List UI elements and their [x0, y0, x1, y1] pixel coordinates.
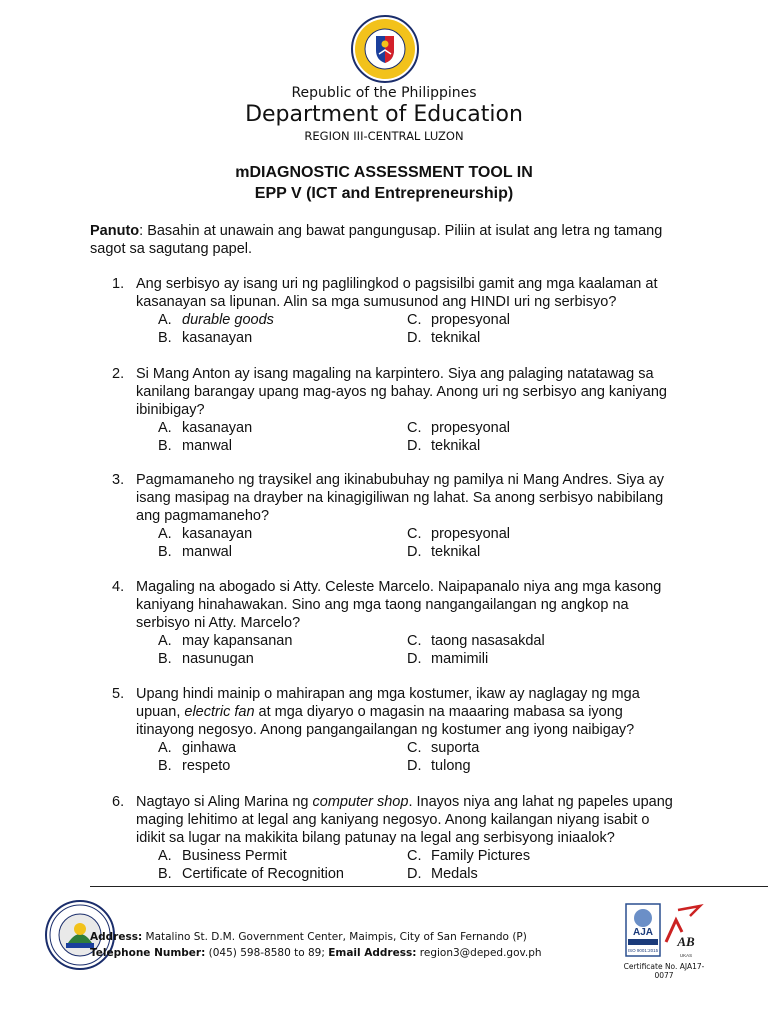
option-a: A. durable goods: [158, 312, 274, 328]
option-a-text: Business Permit: [182, 848, 287, 864]
question-5: [112, 685, 682, 775]
stem-part-a: Nagtayo si Aling Marina ng: [136, 794, 313, 810]
option-d-text: teknikal: [431, 544, 481, 560]
question-3: [112, 471, 682, 561]
stem-part-a: Upang hindi mainip o mahirapan ang mga kostumer, ikaw ay naglagay ng mga upuan,: [136, 686, 640, 720]
address-line: [90, 929, 542, 945]
option-b: B. manwal: [158, 544, 232, 560]
doc-title-line2: EPP V (ICT and Entrepreneurship): [254, 185, 514, 202]
question-1: [112, 275, 682, 347]
option-c: C. propesyonal: [407, 420, 510, 436]
option-b-text: manwal: [182, 544, 232, 560]
option-c: C. propesyonal: [407, 312, 510, 328]
option-c-text: propesyonal: [431, 312, 510, 328]
stem-part-b: . Inayos niya ang lahat ng papeles upang maging lehitimo at legal ang kaniyang negosyo. Anong kailangan niyang isabit o idikit sa lugar na makikita bilang patunay na legal ang serbisyong iniaalok?: [136, 794, 673, 846]
option-d: D. Medals: [407, 866, 478, 882]
option-d: D. tulong: [407, 758, 471, 774]
option-b: B. nasunugan: [158, 651, 254, 667]
question-number: 1.: [112, 276, 125, 292]
option-a: A. kasanayan: [158, 526, 253, 542]
option-b: B. manwal: [158, 438, 232, 454]
option-d: D. teknikal: [407, 330, 481, 346]
option-d: D. teknikal: [407, 544, 481, 560]
option-a: A. Business Permit: [158, 848, 287, 864]
option-c: C. taong nasasakdal: [407, 633, 545, 649]
question-stem: Ang serbisyo ay isang uri ng paglilingkod o pagsisilbi gamit ang mga kaalaman at kasanayan sa lipunan. Alin sa mga sumusunod ang HINDI uri ng serbisyo?: [136, 276, 658, 310]
option-a: A. kasanayan: [158, 420, 253, 436]
options: [112, 525, 682, 561]
phone-label: Telephone Number:: [90, 947, 206, 959]
doc-title-line1: mDIAGNOSTIC ASSESSMENT TOOL IN: [235, 164, 533, 181]
option-a-text: durable goods: [182, 312, 274, 328]
question-number: 3.: [112, 472, 125, 488]
question-number: 4.: [112, 579, 125, 595]
department-name: Department of Education: [245, 102, 523, 127]
phone-line: [90, 945, 542, 961]
option-d-text: teknikal: [431, 438, 481, 454]
address-text: Matalino St. D.M. Government Center, Maimpis, City of San Fernando (P): [142, 931, 527, 943]
certificate-number: Certificate No. AJA17-0077: [623, 962, 705, 980]
question-stem: [136, 685, 682, 739]
deped-seal: [350, 14, 420, 84]
option-b-text: Certificate of Recognition: [182, 866, 344, 882]
question-6: [112, 793, 682, 883]
republic-label: Republic of the Philippines: [291, 85, 477, 101]
phone-text: (045) 598-8580 to 89;: [205, 947, 329, 959]
footer-divider: [90, 886, 768, 887]
region-label: REGION III-CENTRAL LUZON: [304, 129, 464, 143]
option-c-text: propesyonal: [431, 526, 510, 542]
option-b: B. respeto: [158, 758, 231, 774]
option-c: C. suporta: [407, 740, 480, 756]
option-a: A. may kapansanan: [158, 633, 293, 649]
option-b: B. kasanayan: [158, 330, 253, 346]
cert-iso-text: ISO 9001:2015: [627, 948, 659, 953]
option-c-text: propesyonal: [431, 420, 510, 436]
question-stem: Pagmamaneho ng traysikel ang ikinabubuhay ng pamilya ni Mang Andres. Siya ay isang masipag na drayber na kinagigiliwan ng lahat. Sa anong serbisyo nabibilang ang pagmamaneho?: [136, 472, 664, 524]
instructions: [90, 222, 670, 258]
question-stem: [136, 793, 682, 847]
question-stem: Si Mang Anton ay isang magaling na karpintero. Siya ang palaging natatawag sa kanilang barangay upang mag-ayos ng bahay. Anong uri ng serbisyo ang kaniyang ibinibigay?: [136, 366, 667, 418]
footer-contact: [90, 929, 542, 961]
question-number: 2.: [112, 366, 125, 382]
option-b-text: kasanayan: [182, 330, 253, 346]
option-d-text: mamimili: [431, 651, 489, 667]
question-number: 6.: [112, 794, 125, 810]
cert-aja-text: AJA: [632, 927, 654, 938]
email-text: region3@deped.gov.ph: [416, 947, 542, 959]
option-c-text: Family Pictures: [431, 848, 531, 864]
cert-ukas-text: UKAS: [679, 953, 693, 958]
option-c: C. Family Pictures: [407, 848, 531, 864]
options: [112, 847, 682, 883]
option-a-text: kasanayan: [182, 526, 253, 542]
svg-text:AB: AB: [677, 934, 695, 949]
stem-emphasis: computer shop: [312, 794, 409, 810]
question-stem: Magaling na abogado si Atty. Celeste Marcelo. Naipapanalo niya ang mga kasong kaniyang hinahawakan. Sino ang mga taong nangangailangan ng angkop na serbisyo ni Atty. Marcelo?: [136, 579, 662, 631]
option-a-text: may kapansanan: [182, 633, 293, 649]
option-a-text: ginhawa: [182, 740, 237, 756]
stem-part-b: at mga diyaryo o magasin na maaaring mabasa sa iyong itinayong negosyo. Anong pangangailangan ng kostumer ang iyong naibigay?: [136, 704, 635, 738]
option-b-text: manwal: [182, 438, 232, 454]
instructions-text: : Basahin at unawain ang bawat pangungusap. Piliin at isulat ang letra ng tamang sagot sa sagutang papel.: [90, 223, 663, 257]
email-label: Email Address:: [328, 947, 417, 959]
option-c: C. propesyonal: [407, 526, 510, 542]
option-d-text: Medals: [431, 866, 478, 882]
options: [112, 632, 682, 668]
option-a: A. ginhawa: [158, 740, 237, 756]
options: [112, 739, 682, 775]
address-label: Address:: [90, 931, 143, 943]
instructions-label: Panuto: [90, 223, 140, 239]
stem-emphasis: electric fan: [184, 704, 255, 720]
option-d: D. mamimili: [407, 651, 489, 667]
question-2: [112, 365, 682, 455]
option-c-text: taong nasasakdal: [431, 633, 545, 649]
option-d-text: tulong: [431, 758, 471, 774]
option-b-text: respeto: [182, 758, 231, 774]
option-b-text: nasunugan: [182, 651, 254, 667]
option-b: B. Certificate of Recognition: [158, 866, 344, 882]
option-c-text: suporta: [431, 740, 480, 756]
options: [112, 419, 682, 455]
option-a-text: kasanayan: [182, 420, 253, 436]
option-d-text: teknikal: [431, 330, 481, 346]
options: [112, 311, 682, 347]
question-number: 5.: [112, 686, 125, 702]
option-d: D. teknikal: [407, 438, 481, 454]
question-4: [112, 578, 682, 668]
